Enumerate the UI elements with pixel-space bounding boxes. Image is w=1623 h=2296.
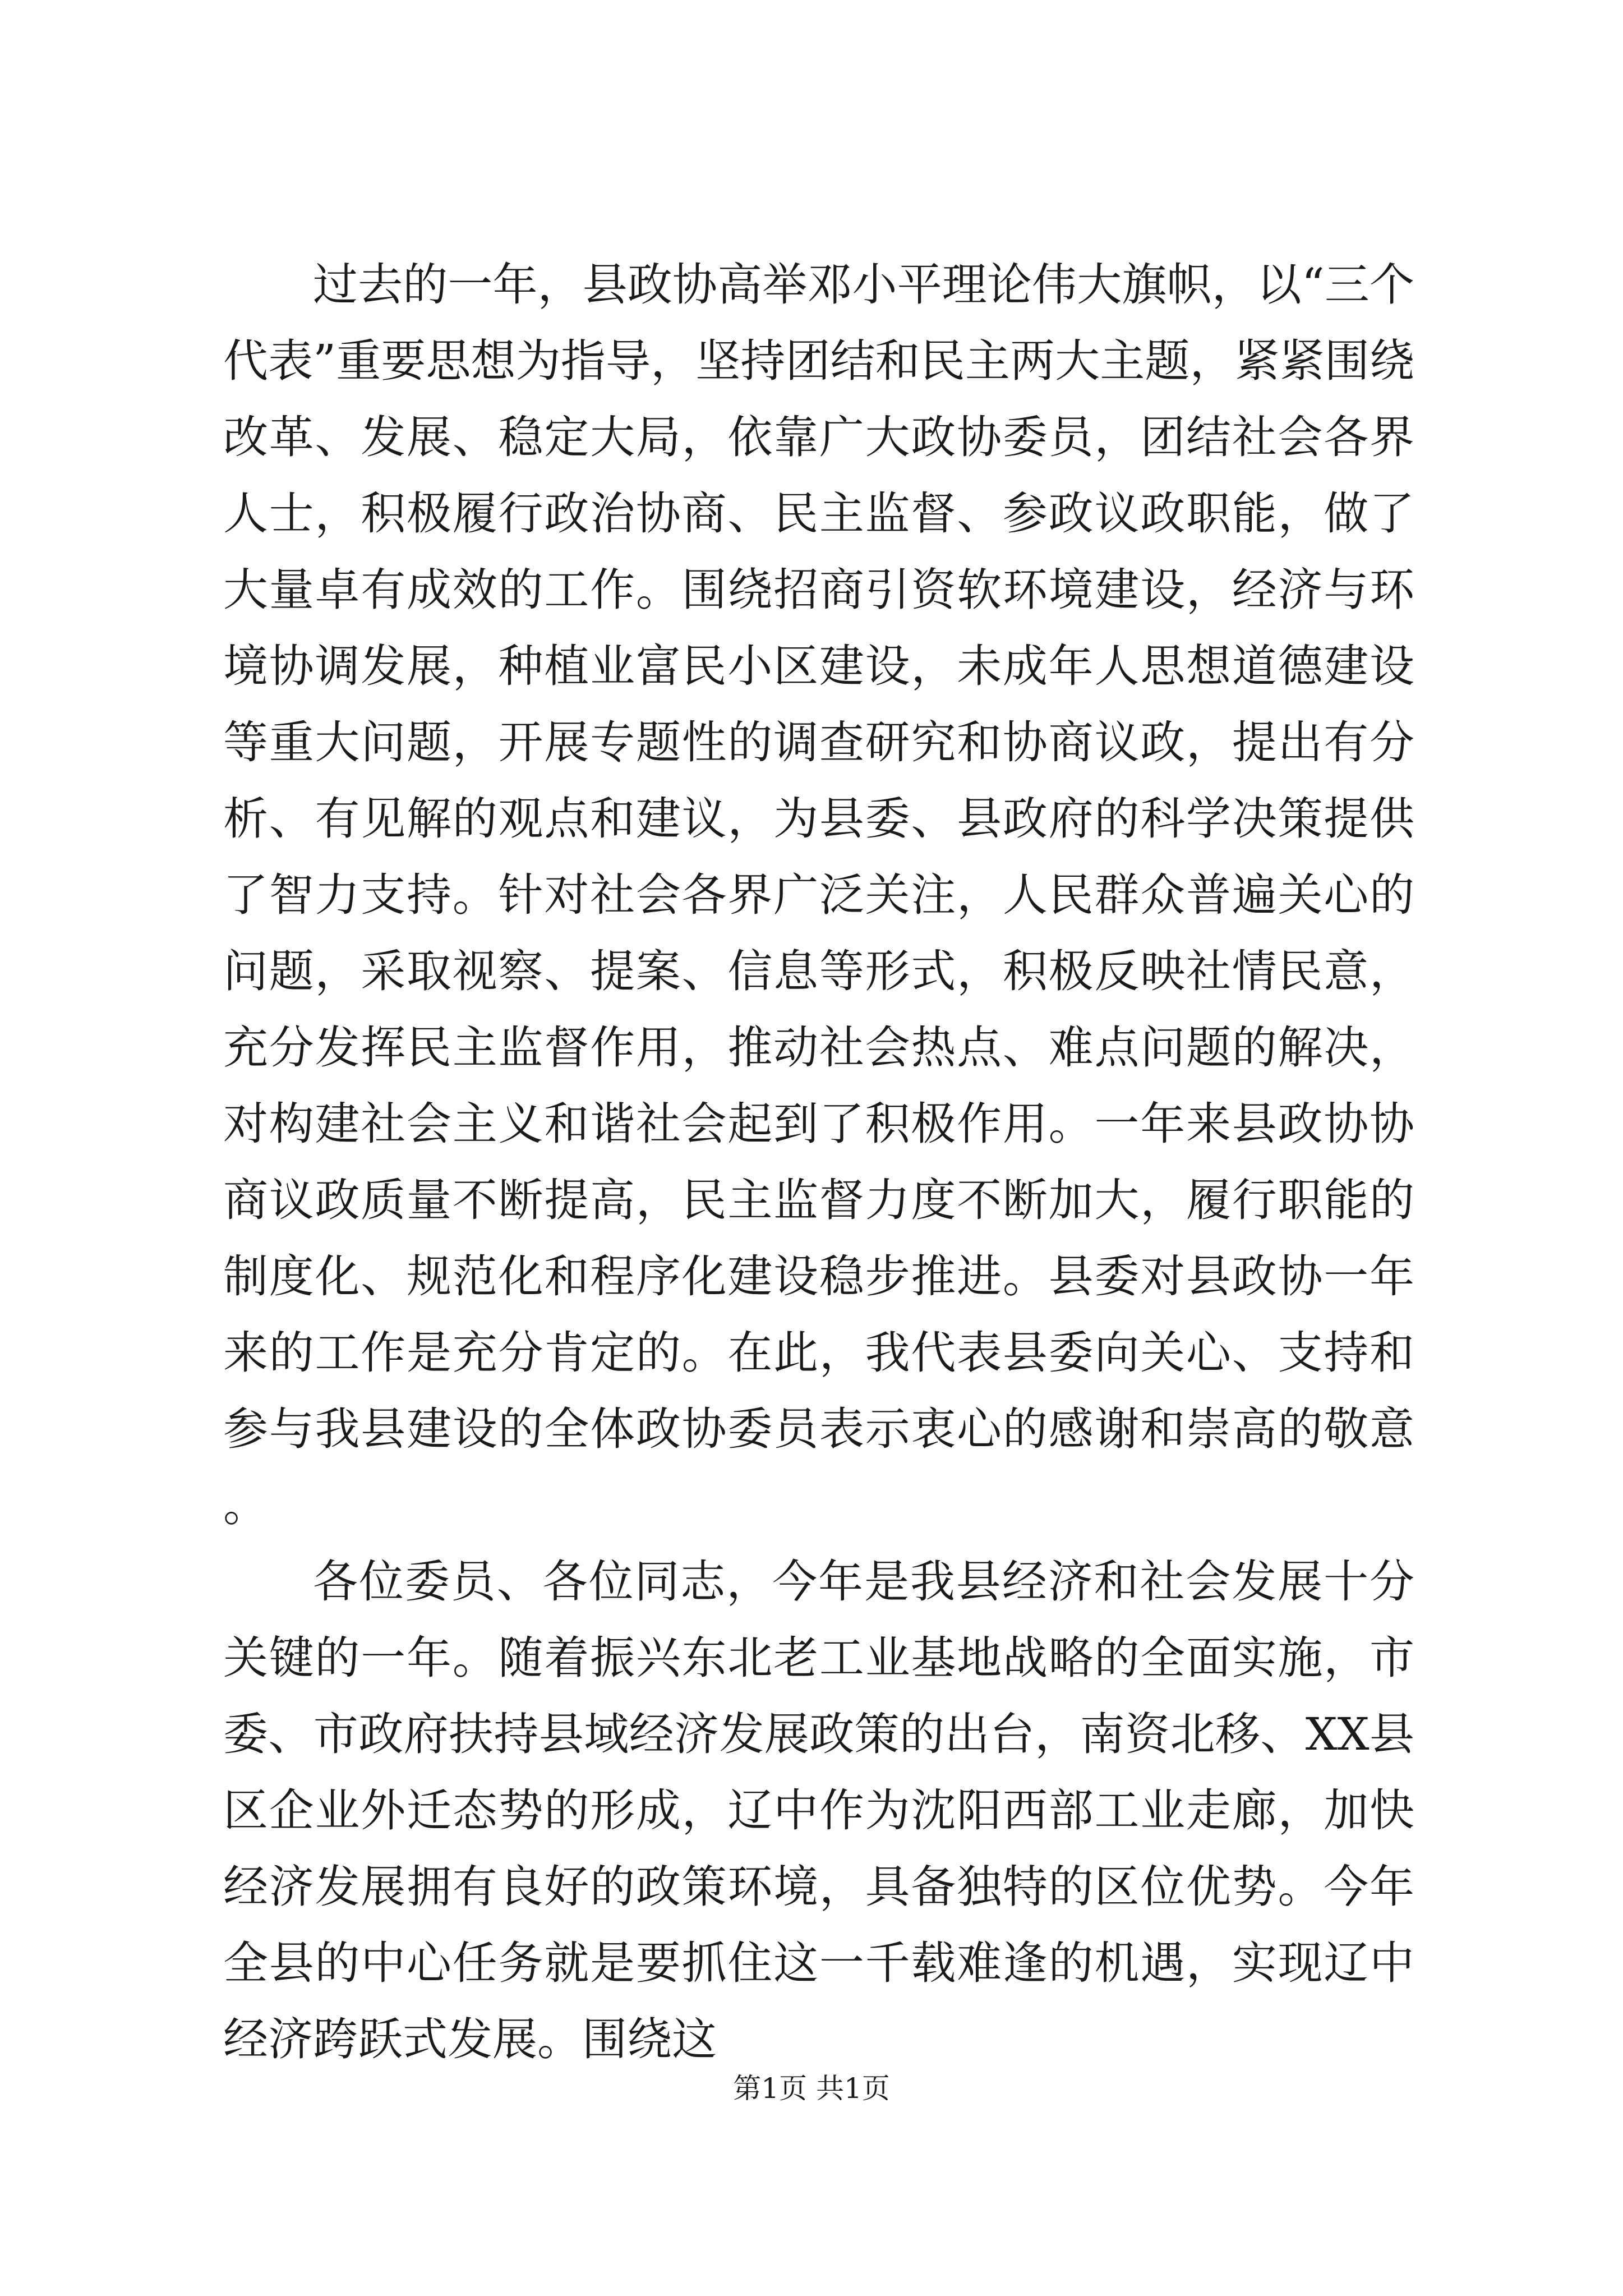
paragraph-2: 各位委员、各位同志，今年是我县经济和社会发展十分关键的一年。随着振兴东北老工业基地战略的全面实施，市委、市政府扶持县域经济发展政策的出台，南资北移、XX县区企业外迁态势的形成，辽中作为沈阳西部工业走廊，加快经济发展拥有良好的政策环境，具备独特的区位优势。今年全县的中心任务就是要抓住这一千载难逢的机遇，实现辽中经济跨跃式发展。围绕这 — [223, 1556, 1414, 2065]
page-footer: 第1页 共1页 — [733, 2072, 890, 2105]
document-body — [223, 247, 1414, 2078]
paragraph-1: 过去的一年，县政协高举邓小平理论伟大旗帜，以“三个代表”重要思想为指导，坚持团结和民主两大主题，紧紧围绕改革、发展、稳定大局，依靠广大政协委员，团结社会各界人士，积极履行政治协商、民主监督、参政议政职能，做了大量卓有成效的工作。围绕招商引资软环境建设，经济与环境协调发展，种植业富民小区建设，未成年人思想道德建设等重大问题，开展专题性的调查研究和协商议政，提出有分析、有见解的观点和建议，为县委、县政府的科学决策提供了智力支持。针对社会各界广泛关注，人民群众普遍关心的问题，采取视察、提案、信息等形式，积极反映社情民意，充分发挥民主监督作用，推动社会热点、难点问题的解决，对构建社会主义和谐社会起到了积极作用。一年来县政协协商议政质量不断提高，民主监督力度不断加大，履行职能的制度化、规范化和程序化建设稳步推进。县委对县政协一年来的工作是充分肯定的。在此，我代表县委向关心、支持和参与我县建设的全体政协委员表示衷心的感谢和崇高的敬意。 — [223, 259, 1414, 1531]
